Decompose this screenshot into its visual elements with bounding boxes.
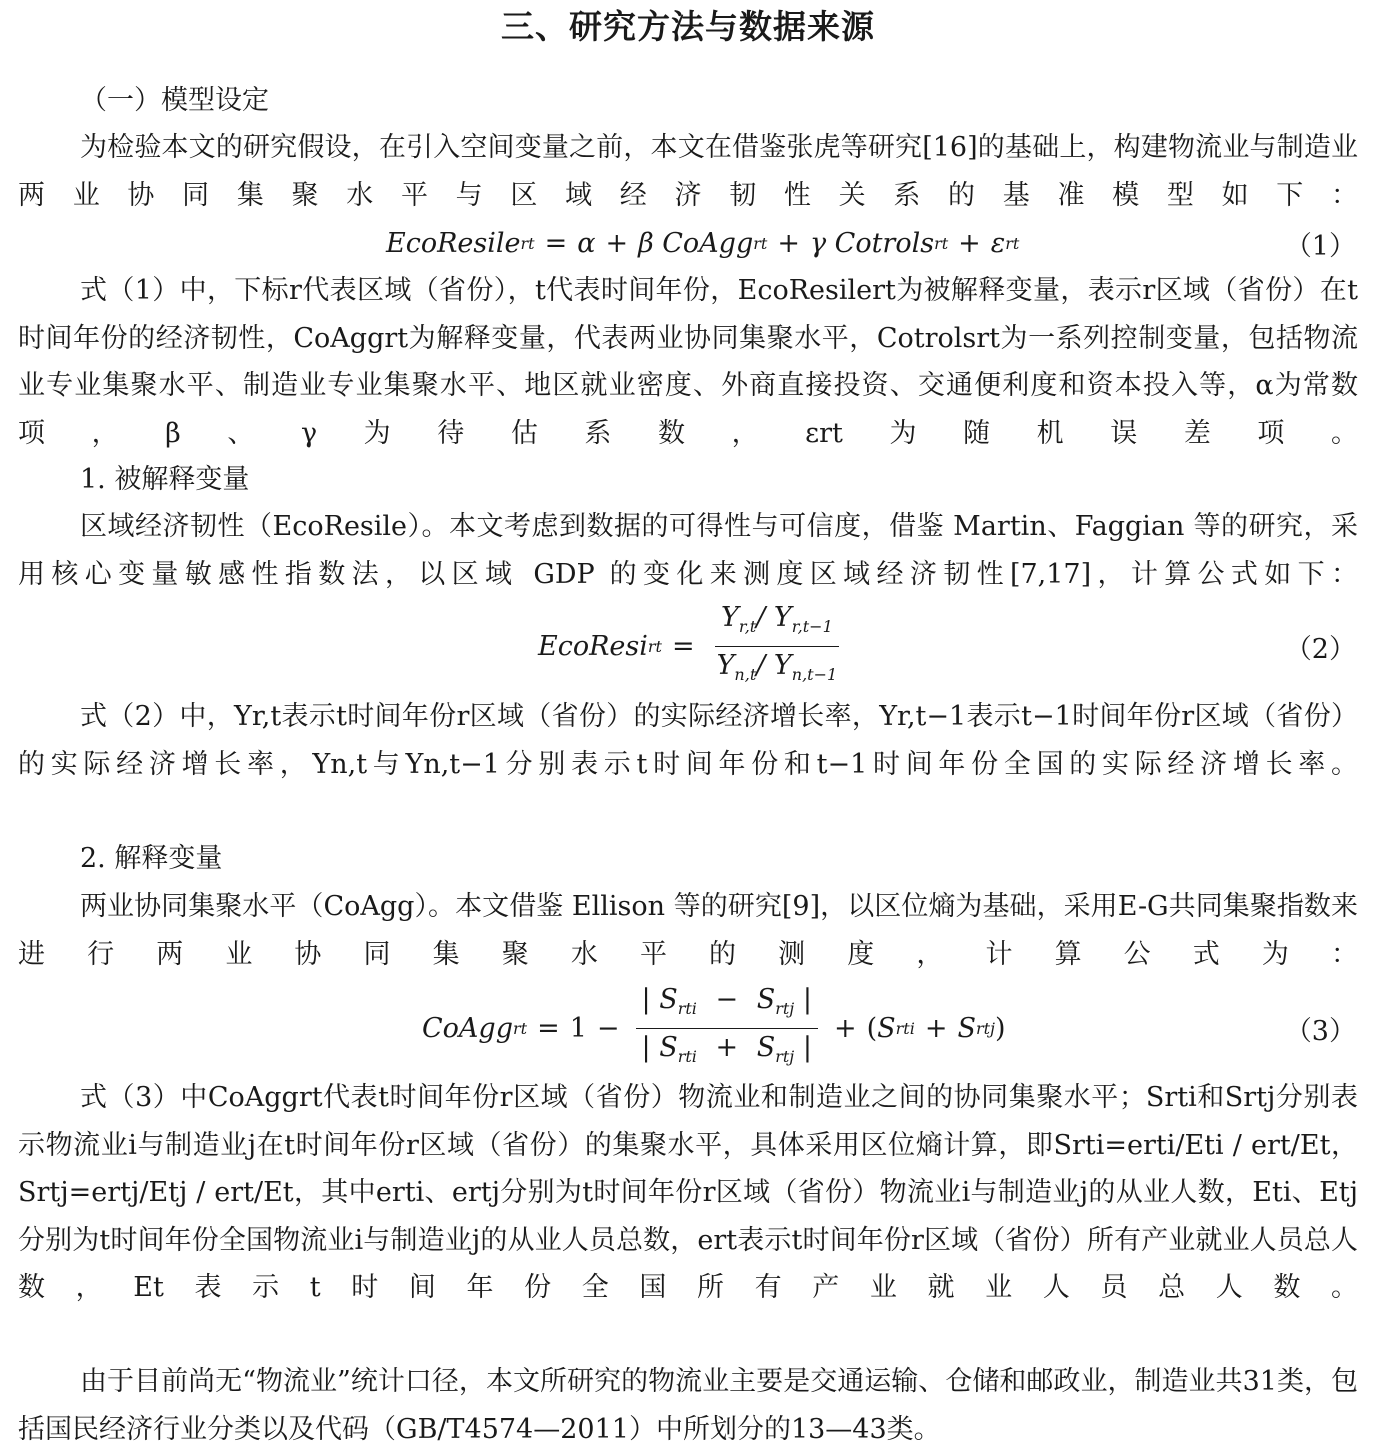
equation-2-label: （2） — [1284, 633, 1356, 665]
equation-1: EcoResile rt = α + β CoAgg rt + γ Cotrols rt + ε rt （1） — [18, 219, 1358, 267]
equation-3: CoAgg rt = 1 − $\frac{| S_{rti} - S_{rtj} |}{| S_{rti} + S_{rtj} |}$ + ( S rti + S rtj ) （3） — [18, 984, 1358, 1072]
section-title: 三、研究方法与数据来源 — [501, 7, 875, 46]
paragraph-7: 由于目前尚无“物流业”统计口径，本文所研究的物流业主要是交通运输、仓储和邮政业，制造业共31类，包括国民经济行业分类以及代码（GB/T4574—2011）中所划分的13—43类。 — [18, 1366, 1358, 1445]
paragraph-1: 为检验本文的研究假设，在引入空间变量之前，本文在借鉴张虎等研究[16]的基础上，构建物流业与制造业两业协同集聚水平与区域经济韧性关系的基准模型如下： — [18, 132, 1358, 211]
heading-explanatory-variable: 2. 解释变量 — [80, 843, 223, 874]
paragraph-4: 式（2）中，Yr,t表示t时间年份r区域（省份）的实际经济增长率，Yr,t−1表示t−1时间年份r区域（省份）的实际经济增长率，Yn,t与Yn,t−1分别表示t时间年份和t−1时间年份全国的实际经济增长率。 — [18, 701, 1358, 780]
paragraph-2: 式（1）中，下标r代表区域（省份），t代表时间年份，EcoResilert为被解释变量，表示r区域（省份）在t时间年份的经济韧性，CoAggrt为解释变量，代表两业协同集聚水平，Cotrolsrt为一系列控制变量，包括物流业专业集聚水平、制造业专业集聚水平、地区就业密度、外商直接投资、交通便利度和资本投入等，α为常数项，β、γ为待估系数，εrt为随机误差项。 — [18, 275, 1358, 449]
equation-2: EcoResi rt = $\frac{Y_{r,t}/ Y_{r,t-1}}{Y_{n,t}/ Y_{n,t-1}}$ （2） — [18, 604, 1358, 688]
equation-3-label: （3） — [1284, 1015, 1356, 1047]
paragraph-3: 区域经济韧性（EcoResile）。本文考虑到数据的可得性与可信度，借鉴 Martin、Faggian 等的研究，采用核心变量敏感性指数法，以区域 GDP 的变化来测度区域经济韧性[7,17]，计算公式如下： — [18, 511, 1358, 590]
paragraph-6: 式（3）中CoAggrt代表t时间年份r区域（省份）物流业和制造业之间的协同集聚水平；Srti和Srtj分别表示物流业i与制造业j在t时间年份r区域（省份）的集聚水平，具体采用区位熵计算，即Srti=erti/Eti / ert/Et，Srtj=ertj/Etj / ert/Et，其中erti、ertj分别为t时间年份r区域（省份）物流业i与制造业j的从业人数，Eti、Etj分别为t时间年份全国物流业i与制造业j的从业人员总数，ert表示t时间年份r区域（省份）所有产业就业人员总人数，Et表示t时间年份全国所有产业就业人员总人数。 — [18, 1082, 1358, 1303]
heading-dependent-variable: 1. 被解释变量 — [80, 464, 250, 495]
subsection-heading: （一）模型设定 — [80, 85, 269, 116]
paragraph-5: 两业协同集聚水平（CoAgg）。本文借鉴 Ellison 等的研究[9]，以区位熵为基础，采用E-G共同集聚指数来进行两业协同集聚水平的测度，计算公式为： — [18, 891, 1358, 970]
equation-1-label: （1） — [1284, 230, 1356, 262]
